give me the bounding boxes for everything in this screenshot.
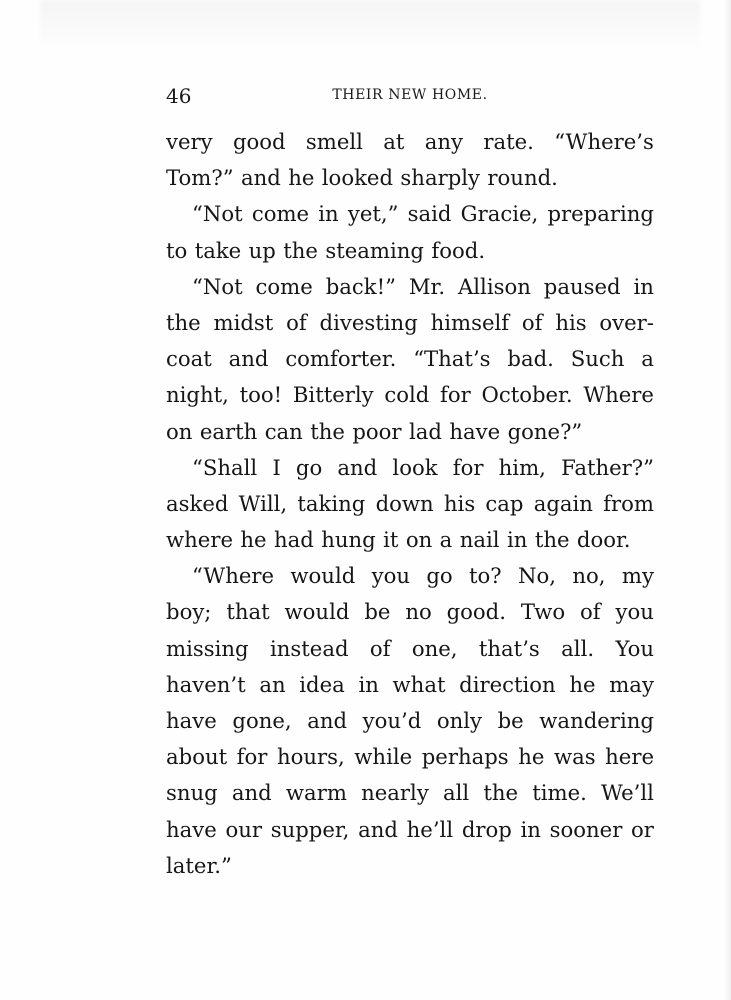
text-line [166, 703, 654, 739]
word: no [405, 599, 432, 625]
text-line [166, 305, 654, 341]
text-line [166, 812, 654, 848]
word: cap [485, 490, 524, 516]
word: while [354, 744, 413, 770]
text-line [166, 124, 654, 160]
word: You [615, 635, 654, 661]
word: have [449, 418, 501, 444]
word: here [605, 744, 654, 770]
word: on [405, 527, 433, 553]
word: for [236, 744, 268, 770]
text-line [166, 558, 654, 594]
word: you [371, 563, 411, 589]
word: very [166, 129, 213, 154]
word: asked [166, 490, 229, 516]
word: to? [469, 563, 502, 589]
word: bad. [507, 346, 554, 372]
paragraph [166, 196, 654, 268]
word: that’s [478, 635, 540, 661]
word: on [166, 418, 193, 444]
word: what [392, 671, 446, 697]
word: a [439, 527, 453, 553]
word: Father?” [561, 454, 654, 480]
word: later.” [166, 852, 232, 878]
word: would [290, 563, 356, 589]
word: go [295, 454, 323, 480]
text-line [166, 341, 654, 377]
text-line [166, 739, 654, 775]
word: nail [459, 527, 500, 553]
word: We’ll [601, 780, 654, 806]
word: “Not [192, 273, 243, 299]
word: “Not [192, 201, 243, 227]
word: midst [213, 309, 274, 335]
text-line [166, 414, 654, 450]
word: take [194, 237, 242, 263]
word: go [426, 563, 453, 589]
running-title: THEIR NEW HOME. [332, 87, 488, 103]
text-line [166, 233, 654, 269]
word: preparing [547, 201, 654, 227]
word: in [358, 671, 379, 697]
word: warm [285, 780, 347, 806]
text-line [166, 486, 654, 522]
word: Gracie, [460, 201, 539, 227]
text-line [166, 269, 654, 305]
text-line [166, 775, 654, 811]
word: smell [305, 129, 363, 154]
word: again [533, 490, 593, 516]
word: and [358, 816, 398, 842]
word: for [452, 454, 484, 480]
page-number: 46 [166, 84, 192, 108]
word: and [228, 346, 269, 372]
text-line [166, 377, 654, 413]
word: good [232, 129, 286, 154]
text-line [166, 522, 654, 558]
word: sharply [400, 165, 481, 191]
word: he [240, 527, 267, 553]
word: come [251, 201, 310, 227]
word: he [518, 744, 545, 770]
word: you’d [362, 708, 422, 733]
text-line [166, 594, 654, 630]
text-line [166, 160, 654, 196]
word: Two [520, 599, 566, 625]
word: looked [321, 165, 394, 191]
word: would [284, 599, 350, 625]
word: where [166, 527, 233, 553]
word: the [166, 309, 201, 335]
word: poor [352, 418, 402, 444]
word: you [615, 599, 654, 625]
paragraph [166, 558, 654, 884]
word: the [310, 418, 345, 444]
word: October. [481, 382, 573, 408]
word: his [443, 490, 476, 516]
word: only [436, 708, 483, 733]
word: boy; [166, 599, 212, 625]
text-line [166, 631, 654, 667]
word: have [166, 816, 217, 842]
word: door. [576, 527, 631, 553]
word: in [633, 273, 654, 299]
word: “That’s [413, 346, 491, 372]
word: his [555, 309, 587, 335]
word: paused [543, 273, 621, 299]
word: snug [166, 780, 218, 806]
word: “Where [192, 563, 275, 589]
word: steaming [325, 237, 424, 263]
word: Tom?” [166, 165, 234, 191]
word: good. [446, 599, 506, 625]
word: instead [269, 635, 349, 661]
word: too! [239, 382, 283, 408]
word: time. [532, 780, 587, 806]
word: hours, [276, 744, 345, 770]
word: Where [583, 382, 654, 408]
word: drop [461, 816, 512, 842]
word: the [483, 780, 519, 806]
word: have [166, 708, 217, 733]
word: “Shall [192, 454, 258, 480]
word: perhaps [421, 744, 509, 770]
word: come [255, 273, 313, 299]
word: lad [408, 418, 442, 444]
word: over- [599, 309, 654, 335]
word: and [231, 780, 272, 806]
word: haven’t [166, 671, 246, 697]
word: that [226, 599, 270, 625]
word: down [375, 490, 434, 516]
word: for [440, 382, 471, 408]
word: in [506, 527, 528, 553]
word: food. [431, 237, 486, 263]
word: he [569, 671, 596, 697]
word: Such [570, 346, 625, 372]
word: sooner [549, 816, 623, 842]
word: of [369, 635, 391, 661]
word: in [318, 201, 339, 227]
word: up [248, 237, 276, 263]
word: yet,” [347, 201, 399, 227]
word: round. [487, 165, 558, 191]
word: nearly [361, 780, 429, 806]
word: he’ll [406, 816, 454, 842]
word: No, [518, 563, 557, 589]
word: in [520, 816, 541, 842]
word: no, [572, 563, 606, 589]
paragraph [166, 450, 654, 559]
word: he [288, 165, 315, 191]
word: all [442, 780, 470, 806]
word: at [383, 129, 405, 154]
word: him, [498, 454, 546, 480]
text-line [166, 667, 654, 703]
word: be [364, 599, 391, 625]
word: Mr. [408, 273, 446, 299]
word: comforter. [285, 346, 397, 372]
word: night, [166, 382, 229, 408]
word: about [166, 744, 228, 770]
bleed-through-shadow [40, 0, 700, 52]
word: “Where’s [554, 129, 654, 154]
word: divesting [319, 309, 418, 335]
word: direction [459, 671, 556, 697]
body-text [166, 124, 654, 884]
word: an [259, 671, 286, 697]
word: it [383, 527, 399, 553]
word: had [274, 527, 314, 553]
page-header [166, 84, 654, 108]
word: himself [430, 309, 510, 335]
text-line [166, 196, 654, 232]
word: wandering [539, 708, 654, 733]
word: gone?” [507, 418, 583, 444]
word: my [621, 563, 654, 589]
paragraph [166, 269, 654, 450]
word: and [337, 454, 378, 480]
text-line [166, 848, 654, 884]
word: look [392, 454, 438, 480]
word: gone, [232, 708, 292, 733]
word: Will, [238, 490, 288, 516]
word: idea [299, 671, 345, 697]
word: all. [561, 635, 595, 661]
page-edge-shadow [723, 0, 731, 1000]
word: said [407, 201, 452, 227]
word: from [603, 490, 654, 516]
word: cold [384, 382, 430, 408]
word: of [286, 309, 307, 335]
word: to [166, 237, 188, 263]
word: was [553, 744, 596, 770]
paragraph [166, 124, 654, 196]
word: a [641, 346, 654, 372]
word: and [307, 708, 348, 733]
word: and [240, 165, 281, 191]
word: or [631, 816, 654, 842]
word: missing [166, 635, 249, 661]
word: coat [166, 346, 212, 372]
word: any [424, 129, 464, 154]
word: can [264, 418, 303, 444]
word: taking [297, 490, 366, 516]
word: the [283, 237, 318, 263]
word: earth [199, 418, 258, 444]
word: one, [411, 635, 458, 661]
word: of [521, 309, 543, 335]
word: hung [321, 527, 376, 553]
word: rate. [483, 129, 534, 154]
word: Bitterly [292, 382, 374, 408]
word: the [534, 527, 570, 553]
word: I [272, 454, 281, 480]
word: our [225, 816, 263, 842]
word: be [497, 708, 524, 733]
word: back!” [325, 273, 396, 299]
word: supper, [270, 816, 350, 842]
word: Allison [457, 273, 531, 299]
word: may [609, 671, 654, 697]
text-line [166, 450, 654, 486]
word: of [580, 599, 601, 625]
